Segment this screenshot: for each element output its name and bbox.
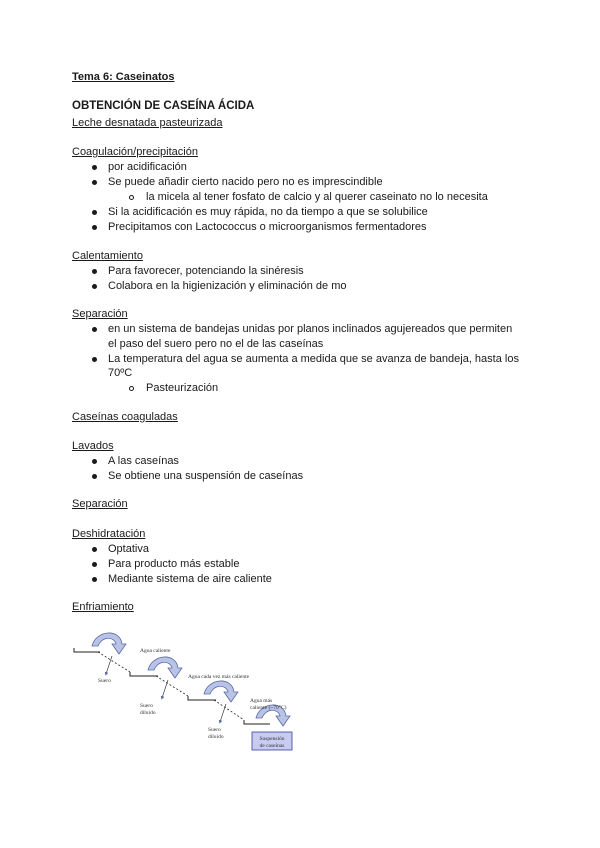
- label-suero-diluido-1a: Suero: [140, 703, 153, 709]
- label-suero-diluido-2a: Suero: [208, 727, 221, 733]
- list-item: Se obtiene una suspensión de caseínas: [108, 470, 304, 482]
- list-item: La temperatura del agua se aumenta a medida que se avanza de bandeja, hasta los: [108, 353, 519, 365]
- incline-3: [214, 700, 244, 720]
- list-item: Precipitamos con Lactococcus o microorganismos fermentadores: [108, 221, 427, 233]
- deshidratacion-heading: Deshidratación: [72, 528, 146, 540]
- bullet: [92, 210, 97, 215]
- bullet: [92, 225, 97, 230]
- label-suspension-a: Suspensión: [259, 736, 285, 742]
- bullet: [92, 357, 97, 362]
- list-item: A las caseínas: [108, 455, 179, 467]
- list-item: en un sistema de bandejas unidas por planos inclinados agujereados que permiten: [108, 323, 513, 335]
- list-item: Optativa: [108, 543, 149, 555]
- sub-bullet: [129, 195, 134, 200]
- label-suspension-b: de caseínas: [259, 743, 285, 749]
- label-suero-diluido-1b: diluido: [140, 710, 156, 716]
- curved-arrow-3: [204, 681, 238, 702]
- enfriamiento-heading: Enfriamiento: [72, 601, 134, 613]
- list-item: Mediante sistema de aire caliente: [108, 573, 272, 585]
- caseinas-coaguladas: Caseínas coaguladas: [72, 411, 178, 423]
- bullet: [92, 327, 97, 332]
- bullet: [92, 180, 97, 185]
- list-item: Se puede añadir cierto nacido pero no es imprescindible: [108, 176, 383, 188]
- sub-bullet: [129, 386, 134, 391]
- label-agua-caliente: Agua caliente: [140, 648, 171, 654]
- incline-1: [98, 652, 130, 672]
- list-item-continuation: 70ºC: [108, 367, 133, 379]
- list-item-continuation: el paso del suero pero no el de las caseínas: [108, 338, 324, 350]
- suero-arrow: [220, 704, 226, 722]
- curved-arrow-1: [92, 633, 126, 654]
- lavados-heading: Lavados: [72, 440, 114, 452]
- tray-4: [244, 720, 270, 724]
- suero-arrow: [162, 680, 168, 698]
- label-agua-mas-a: Agua más: [250, 698, 273, 704]
- doc-title: Tema 6: Caseinatos: [72, 71, 175, 83]
- tray-2: [130, 672, 158, 676]
- bullet: [92, 269, 97, 274]
- calentamiento-heading: Calentamiento: [72, 250, 143, 262]
- bullet: [92, 165, 97, 170]
- list-subitem: la micela al tener fosfato de calcio y al querer caseinato no lo necesita: [146, 191, 488, 203]
- bullet: [92, 547, 97, 552]
- list-item: Para favorecer, potenciando la sinéresis: [108, 265, 304, 277]
- list-item: por acidificación: [108, 161, 187, 173]
- separation-trays-diagram: [70, 628, 310, 756]
- label-suero-diluido-2b: diluido: [208, 734, 224, 740]
- label-suero: Suero: [98, 678, 111, 684]
- bullet: [92, 459, 97, 464]
- label-agua-mas-b: caliente (~70°C): [250, 705, 287, 711]
- list-subitem: Pasteurización: [146, 382, 219, 394]
- list-item: Colabora en la higienización y eliminación de mo: [108, 280, 347, 292]
- label-agua-cada-vez: Agua cada vez más caliente: [188, 674, 250, 680]
- step-leche: Leche desnatada pasteurizada: [72, 117, 223, 129]
- list-item: Si la acidificación es muy rápida, no da tiempo a que se solubilice: [108, 206, 428, 218]
- bullet: [92, 562, 97, 567]
- tray-1: [74, 648, 100, 652]
- section-heading: OBTENCIÓN DE CASEÍNA ÁCIDA: [72, 100, 255, 112]
- separacion2-heading: Separación: [72, 498, 128, 510]
- incline-2: [156, 676, 188, 696]
- bullet: [92, 577, 97, 582]
- separacion-heading: Separación: [72, 308, 128, 320]
- curved-arrow-2: [148, 657, 182, 678]
- bullet: [92, 284, 97, 289]
- list-item: Para producto más estable: [108, 558, 240, 570]
- coagulacion-heading: Coagulación/precipitación: [72, 146, 198, 158]
- bullet: [92, 474, 97, 479]
- tray-3: [188, 696, 216, 700]
